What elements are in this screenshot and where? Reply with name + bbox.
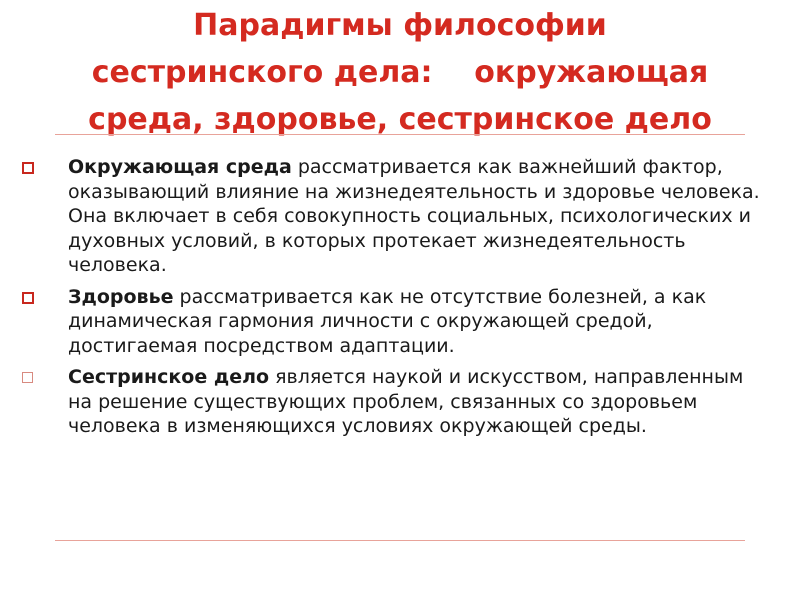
title-line-3: среда, здоровье, сестринское дело [88, 102, 712, 137]
definition-health: рассматривается как не отсутствие болезней, а как динамическая гармония личности с окружающей средой, достигаемая посредством адаптации. [68, 285, 707, 357]
footer-divider [55, 540, 745, 541]
definition-nursing: является наукой и искусством, направленным на решение существующих проблем, связанных со здоровьем человека в изменяющихся условиях окружающей среды. [68, 366, 744, 437]
bullet-list [20, 155, 760, 446]
hollow-square-icon [22, 372, 33, 383]
bullet-item-environment [20, 155, 760, 278]
term-environment: Окружающая среда [68, 156, 292, 178]
bullet-item-health [20, 285, 760, 359]
term-nursing: Сестринское дело [68, 366, 270, 388]
slide-title [10, 2, 790, 143]
term-health: Здоровье [68, 285, 174, 308]
bullet-item-nursing [20, 365, 760, 439]
hollow-square-icon [22, 162, 34, 174]
title-line-2: сестринского дела: окружающая [91, 55, 709, 90]
title-divider [55, 134, 745, 135]
title-line-1: Парадигмы философии [193, 8, 607, 43]
definition-environment: рассматривается как важнейший фактор, оказывающий влияние на жизнедеятельность и здоровье человека. Она включает в себя совокупность социальных, психологических и духовных условий, в которых протекает жизнедеятельность человека. [68, 156, 760, 276]
hollow-square-icon [22, 292, 34, 304]
